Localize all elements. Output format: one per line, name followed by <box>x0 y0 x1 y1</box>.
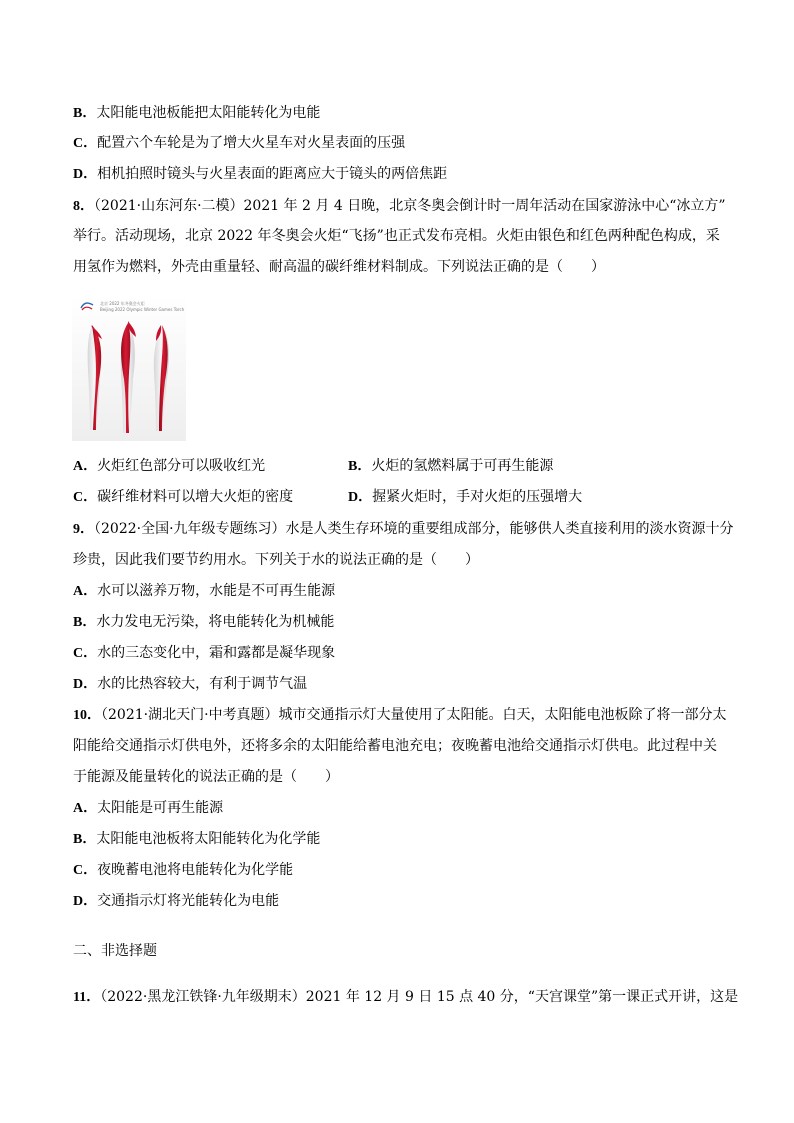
q8-stem-line-3: 用氢作为燃料，外壳由重量轻、耐高温的碳纤维材料制成。下列说法正确的是（ ） <box>73 259 605 275</box>
torch-2 <box>121 321 136 433</box>
q9-option-c: C．水的三态变化中，霜和露都是凝华现象 <box>73 645 336 661</box>
q10-option-d: D．交通指示灯将光能转化为电能 <box>73 893 280 909</box>
q9-option-d: D．水的比热容较大，有利于调节气温 <box>73 676 308 692</box>
q10-option-b: B．太阳能电池板将太阳能转化为化学能 <box>73 831 321 847</box>
q8-option-c: C．碳纤维材料可以增大火炬的密度 <box>73 489 294 505</box>
q8-option-a: A．火炬红色部分可以吸收红光 <box>73 458 266 474</box>
section-heading: 二、非选择题 <box>73 943 157 959</box>
q10-option-c: C．夜晚蓄电池将电能转化为化学能 <box>73 862 294 878</box>
torch-caption-cn: 北京 2022 年冬奥会火炬 <box>100 301 145 306</box>
torch-3 <box>154 325 169 431</box>
q9-option-a: A．水可以滋养万物，水能是不可再生能源 <box>73 583 336 599</box>
q10-stem-line-2: 阳能给交通指示灯供电外，还将多余的太阳能给蓄电池充电；夜晚蓄电池给交通指示灯供电。此过程中关 <box>73 738 717 754</box>
q10-option-a: A．太阳能是可再生能源 <box>73 800 224 816</box>
q10-stem-line-3: 于能源及能量转化的说法正确的是（ ） <box>73 769 339 785</box>
torch-1 <box>88 325 102 430</box>
torch-caption-en: Beijing 2022 Olympic Winter Games Torch <box>100 307 185 312</box>
q9-option-b: B．水力发电无污染，将电能转化为机械能 <box>73 614 335 630</box>
q7-option-b: B．太阳能电池板能把太阳能转化为电能 <box>73 105 321 121</box>
q8-option-b: B．火炬的氢燃料属于可再生能源 <box>348 458 554 474</box>
q10-stem-line-1: 10．（2021·湖北天门·中考真题）城市交通指示灯大量使用了太阳能。白天，太阳能电池板除了将一部分太 <box>73 707 727 723</box>
q8-option-d: D．握紧火炬时，手对火炬的压强增大 <box>348 489 583 505</box>
q8-stem-line-2: 举行。活动现场，北京 2022 年冬奥会火炬“飞扬”也正式发布亮相。火炬由银色和红色两种配色构成，采 <box>73 228 720 244</box>
olympic-torch-image <box>72 295 186 441</box>
q7-option-d: D．相机拍照时镜头与火星表面的距离应大于镜头的两倍焦距 <box>73 166 448 182</box>
q9-stem-line-2: 珍贵，因此我们要节约用水。下列关于水的说法正确的是（ ） <box>73 552 479 568</box>
q9-stem-line-1: 9．（2022·全国·九年级专题练习）水是人类生存环境的重要组成部分，能够供人类直接利用的淡水资源十分 <box>73 521 734 537</box>
torch-drawing <box>72 295 186 441</box>
q8-stem-line-1: 8．（2021·山东河东·二模）2021 年 2 月 4 日晚，北京冬奥会倒计时一周年活动在国家游泳中心“冰立方” <box>73 198 726 214</box>
q7-option-c: C．配置六个车轮是为了增大火星车对火星表面的压强 <box>73 135 406 151</box>
q11-stem-line-1: 11．（2022·黑龙江铁锋·九年级期末）2021 年 12 月 9 日 15 点 40 分，“天宫课堂”第一课正式开讲，这是 <box>73 989 739 1005</box>
